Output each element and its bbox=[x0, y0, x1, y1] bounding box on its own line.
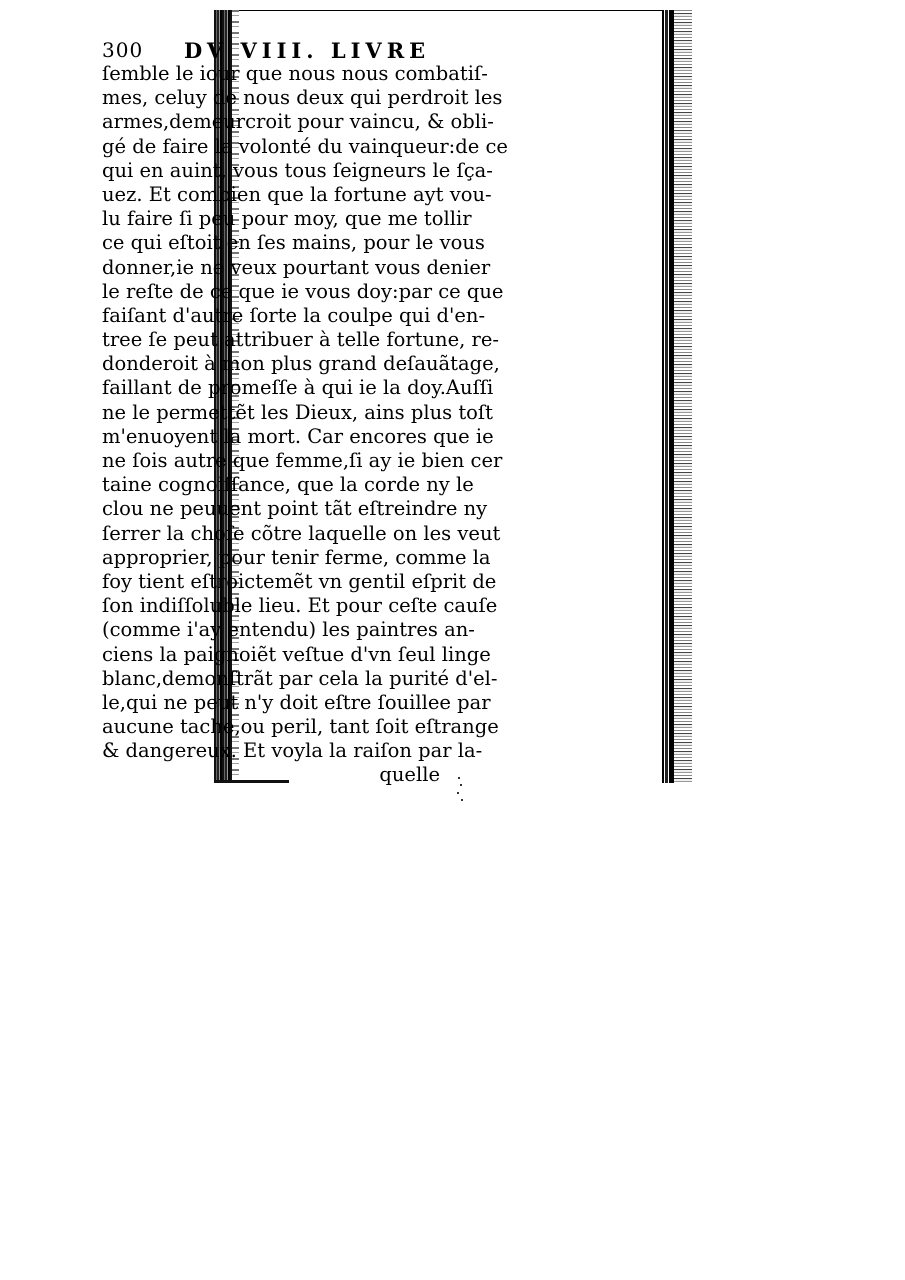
text-line: faiſant d'autre ſorte la coulpe qui d'en- bbox=[102, 303, 486, 327]
running-header bbox=[102, 38, 462, 62]
speck bbox=[461, 799, 463, 801]
right-binding-shadow bbox=[674, 10, 692, 783]
catchword: quelle bbox=[379, 763, 440, 787]
running-title: DV VIII. LIVRE bbox=[184, 38, 431, 63]
scan-specks bbox=[448, 775, 468, 805]
text-line: ne le permettẽt les Dieux, ains plus toſt bbox=[102, 400, 493, 424]
text-line: & dangereux. Et voyla la raiſon par la- bbox=[102, 739, 483, 763]
text-line: (comme i'ay entendu) les paintres an- bbox=[102, 618, 475, 642]
text-line: donner,ie ne veux pourtant vous denier bbox=[102, 255, 491, 279]
text-line: m'enuoyent la mort. Car encores que ie bbox=[102, 424, 494, 448]
text-line: le,qui ne peut n'y doit eſtre ſouillee par bbox=[102, 690, 491, 714]
text-line: armes,demeurcroit pour vaincu, & obli- bbox=[102, 110, 494, 134]
text-line: blanc,demonſtrãt par cela la purité d'el- bbox=[102, 666, 498, 690]
right-page-edge bbox=[662, 10, 674, 783]
text-line: foy tient eſtroictemẽt vn gentil eſprit de bbox=[102, 569, 497, 593]
text-line: faillant de promeſſe à qui ie la doy.Auſſi bbox=[102, 376, 494, 400]
text-line: ce qui eſtoit en ſes mains, pour le vous bbox=[102, 231, 485, 255]
text-line: ſemble le iour que nous nous combatiſ- bbox=[102, 62, 488, 85]
text-line: lu faire ſi peu pour moy, que me tollir bbox=[102, 207, 472, 231]
text-line: approprier, pour tenir ferme, comme la bbox=[102, 545, 491, 569]
text-line: ſon indiſſoluble lieu. Et pour ceſte cauſe bbox=[102, 594, 498, 618]
text-line: aucune tache,ou peril, tant ſoit eſtrange bbox=[102, 715, 499, 739]
text-line: gé de faire la volonté du vainqueur:de ce bbox=[102, 134, 508, 158]
text-line: mes, celuy de nous deux qui perdroit les bbox=[102, 86, 503, 110]
text-line: qui en auint, vous tous ſeigneurs le ſça- bbox=[102, 158, 493, 182]
text-line: le reſte de ce que ie vous doy:par ce que bbox=[102, 279, 504, 303]
speck bbox=[457, 792, 459, 794]
text-line: donderoit à mon plus grand deſauãtage, bbox=[102, 352, 500, 376]
text-line: ſerrer la choſe cõtre laquelle on les veut bbox=[102, 521, 501, 545]
text-line: ne ſois autre que femme,ſi ay ie bien cer bbox=[102, 449, 503, 472]
page-number: 300 bbox=[102, 38, 144, 62]
speck bbox=[460, 784, 462, 786]
text-line: clou ne peuuent point tãt eſtreindre ny bbox=[102, 497, 488, 521]
text-line: taine cognoiſſance, que la corde ny le bbox=[102, 473, 474, 497]
top-page-edge bbox=[239, 10, 662, 11]
text-line: tree ſe peut attribuer à telle fortune, re- bbox=[102, 328, 499, 352]
body-text bbox=[102, 62, 508, 788]
text-line: ciens la paignoiẽt veſtue d'vn ſeul linge bbox=[102, 642, 491, 666]
text-line: uez. Et combien que la fortune ayt vou- bbox=[102, 182, 492, 206]
speck bbox=[458, 777, 460, 779]
